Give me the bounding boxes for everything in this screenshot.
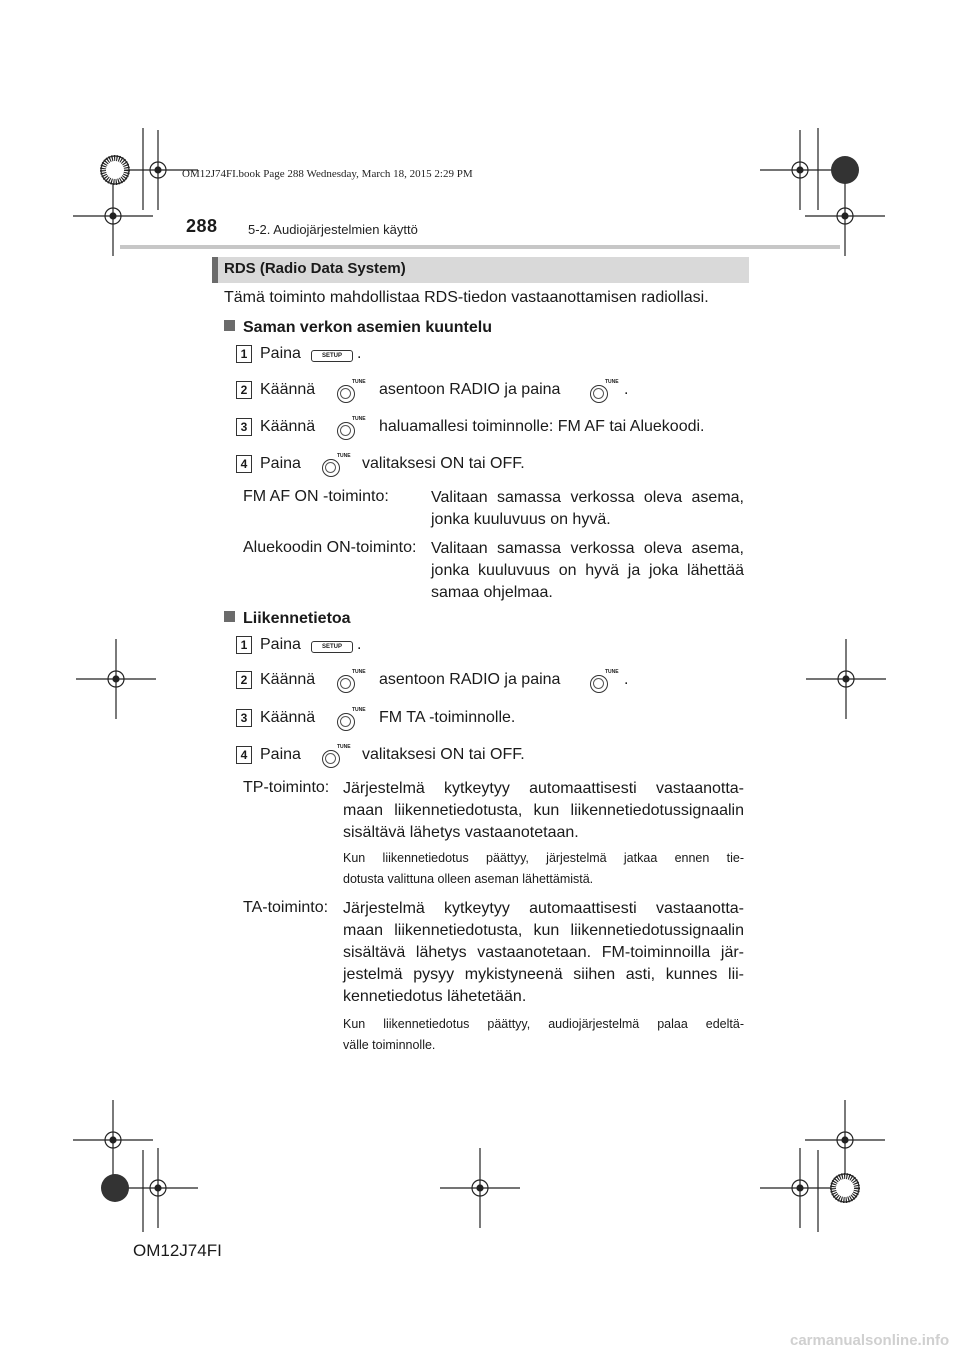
step-text: Käännä xyxy=(260,709,316,726)
definition-label: Aluekoodin ON-toiminto: xyxy=(243,539,417,556)
header-rule xyxy=(120,245,840,249)
step-number: 2 xyxy=(236,671,252,689)
step-text: asentoon RADIO ja paina xyxy=(379,671,561,688)
definition-text: Valitaan samassa verkossa oleva asema, jonka kuuluvuus on hyvä ja joka lähettää samaa ohjelmaa. xyxy=(431,540,744,601)
knob-tag: TUNE xyxy=(352,416,366,422)
step-number: 2 xyxy=(236,381,252,399)
step-text: Käännä xyxy=(260,381,316,398)
step-text: Paina xyxy=(260,455,301,472)
section1-heading: Saman verkon asemien kuuntelu xyxy=(224,319,492,337)
step-text: Paina xyxy=(260,636,301,653)
setup-button-icon: SETUP xyxy=(311,350,353,362)
definition-label: TP-toiminto: xyxy=(243,779,330,796)
definition-text: Järjestelmä kytkeytyy automaattisesti vastaanotta- maan liikennetiedotusta, kun liikennetiedotussignaalin sisältävä lähetys vastaanotetaan. xyxy=(343,780,744,841)
definition-label: FM AF ON -toiminto: xyxy=(243,488,389,505)
footer-code: OM12J74FI xyxy=(133,1241,222,1260)
step-text: asentoon RADIO ja paina xyxy=(379,381,561,398)
step-text: FM TA -toiminnolle. xyxy=(379,709,516,726)
step-text: Käännä xyxy=(260,418,316,435)
step-number: 3 xyxy=(236,709,252,727)
section2-heading: Liikennetietoa xyxy=(224,610,351,628)
step-text: Paina xyxy=(260,345,301,362)
banner-title: RDS (Radio Data System) xyxy=(224,260,406,277)
page-number: 288 xyxy=(186,216,218,236)
tune-knob-icon xyxy=(322,459,340,477)
step-number: 1 xyxy=(236,345,252,363)
definition-note: Kun liikennetiedotus päättyy, järjestelmä jatkaa ennen tie- dotusta valittuna olleen aseman lähettämistä. xyxy=(343,851,744,886)
square-bullet-icon xyxy=(224,611,235,622)
square-bullet-icon xyxy=(224,320,235,331)
banner-accent xyxy=(212,257,218,283)
book-info: OM12J74FI.book Page 288 Wednesday, March 18, 2015 2:29 PM xyxy=(182,168,473,180)
step-text: Käännä xyxy=(260,671,316,688)
definition-text: Järjestelmä kytkeytyy automaattisesti vastaanotta- maan liikennetiedotusta, kun liikennetiedotussignaalin sisältävä lähetys vastaanotetaan. FM-toiminnoilla jär- jestelmä pysyy mykistyneenä siihen asti, kunnes lii- kennetiedotus lähetetään. xyxy=(343,900,744,1005)
watermark: carmanualsonline.info xyxy=(790,1332,950,1349)
step-text: . xyxy=(357,345,362,362)
setup-button-icon: SETUP xyxy=(311,641,353,653)
knob-tag: TUNE xyxy=(337,453,351,459)
knob-tag: TUNE xyxy=(352,379,366,385)
definition-note: Kun liikennetiedotus päättyy, audiojärjestelmä palaa edeltä- välle toiminnolle. xyxy=(343,1017,744,1052)
step-text: . xyxy=(357,636,362,653)
step-number: 1 xyxy=(236,636,252,654)
tune-knob-icon xyxy=(337,385,355,403)
section-title: 5-2. Audiojärjestelmien käyttö xyxy=(248,222,418,237)
knob-tag: TUNE xyxy=(337,744,351,750)
step-text: haluamallesi toiminnolle: FM AF tai Aluekoodi. xyxy=(379,418,705,435)
tune-knob-icon xyxy=(337,675,355,693)
definition-label: TA-toiminto: xyxy=(243,899,329,916)
knob-tag: TUNE xyxy=(352,707,366,713)
tune-knob-icon xyxy=(337,422,355,440)
step-text: valitaksesi ON tai OFF. xyxy=(362,455,525,472)
step-number: 3 xyxy=(236,418,252,436)
tune-knob-icon xyxy=(337,713,355,731)
tune-knob-icon xyxy=(590,385,608,403)
knob-tag: TUNE xyxy=(605,669,619,675)
step-number: 4 xyxy=(236,746,252,764)
step-text: . xyxy=(624,671,629,688)
step-text: Paina xyxy=(260,746,301,763)
step-text: . xyxy=(624,381,629,398)
tune-knob-icon xyxy=(590,675,608,693)
definition-text: Valitaan samassa verkossa oleva asema, jonka kuuluvuus on hyvä. xyxy=(431,489,744,528)
step-text: valitaksesi ON tai OFF. xyxy=(362,746,525,763)
knob-tag: TUNE xyxy=(605,379,619,385)
tune-knob-icon xyxy=(322,750,340,768)
step-number: 4 xyxy=(236,455,252,473)
intro-text: Tämä toiminto mahdollistaa RDS-tiedon vastaanottamisen radiollasi. xyxy=(224,289,709,306)
knob-tag: TUNE xyxy=(352,669,366,675)
